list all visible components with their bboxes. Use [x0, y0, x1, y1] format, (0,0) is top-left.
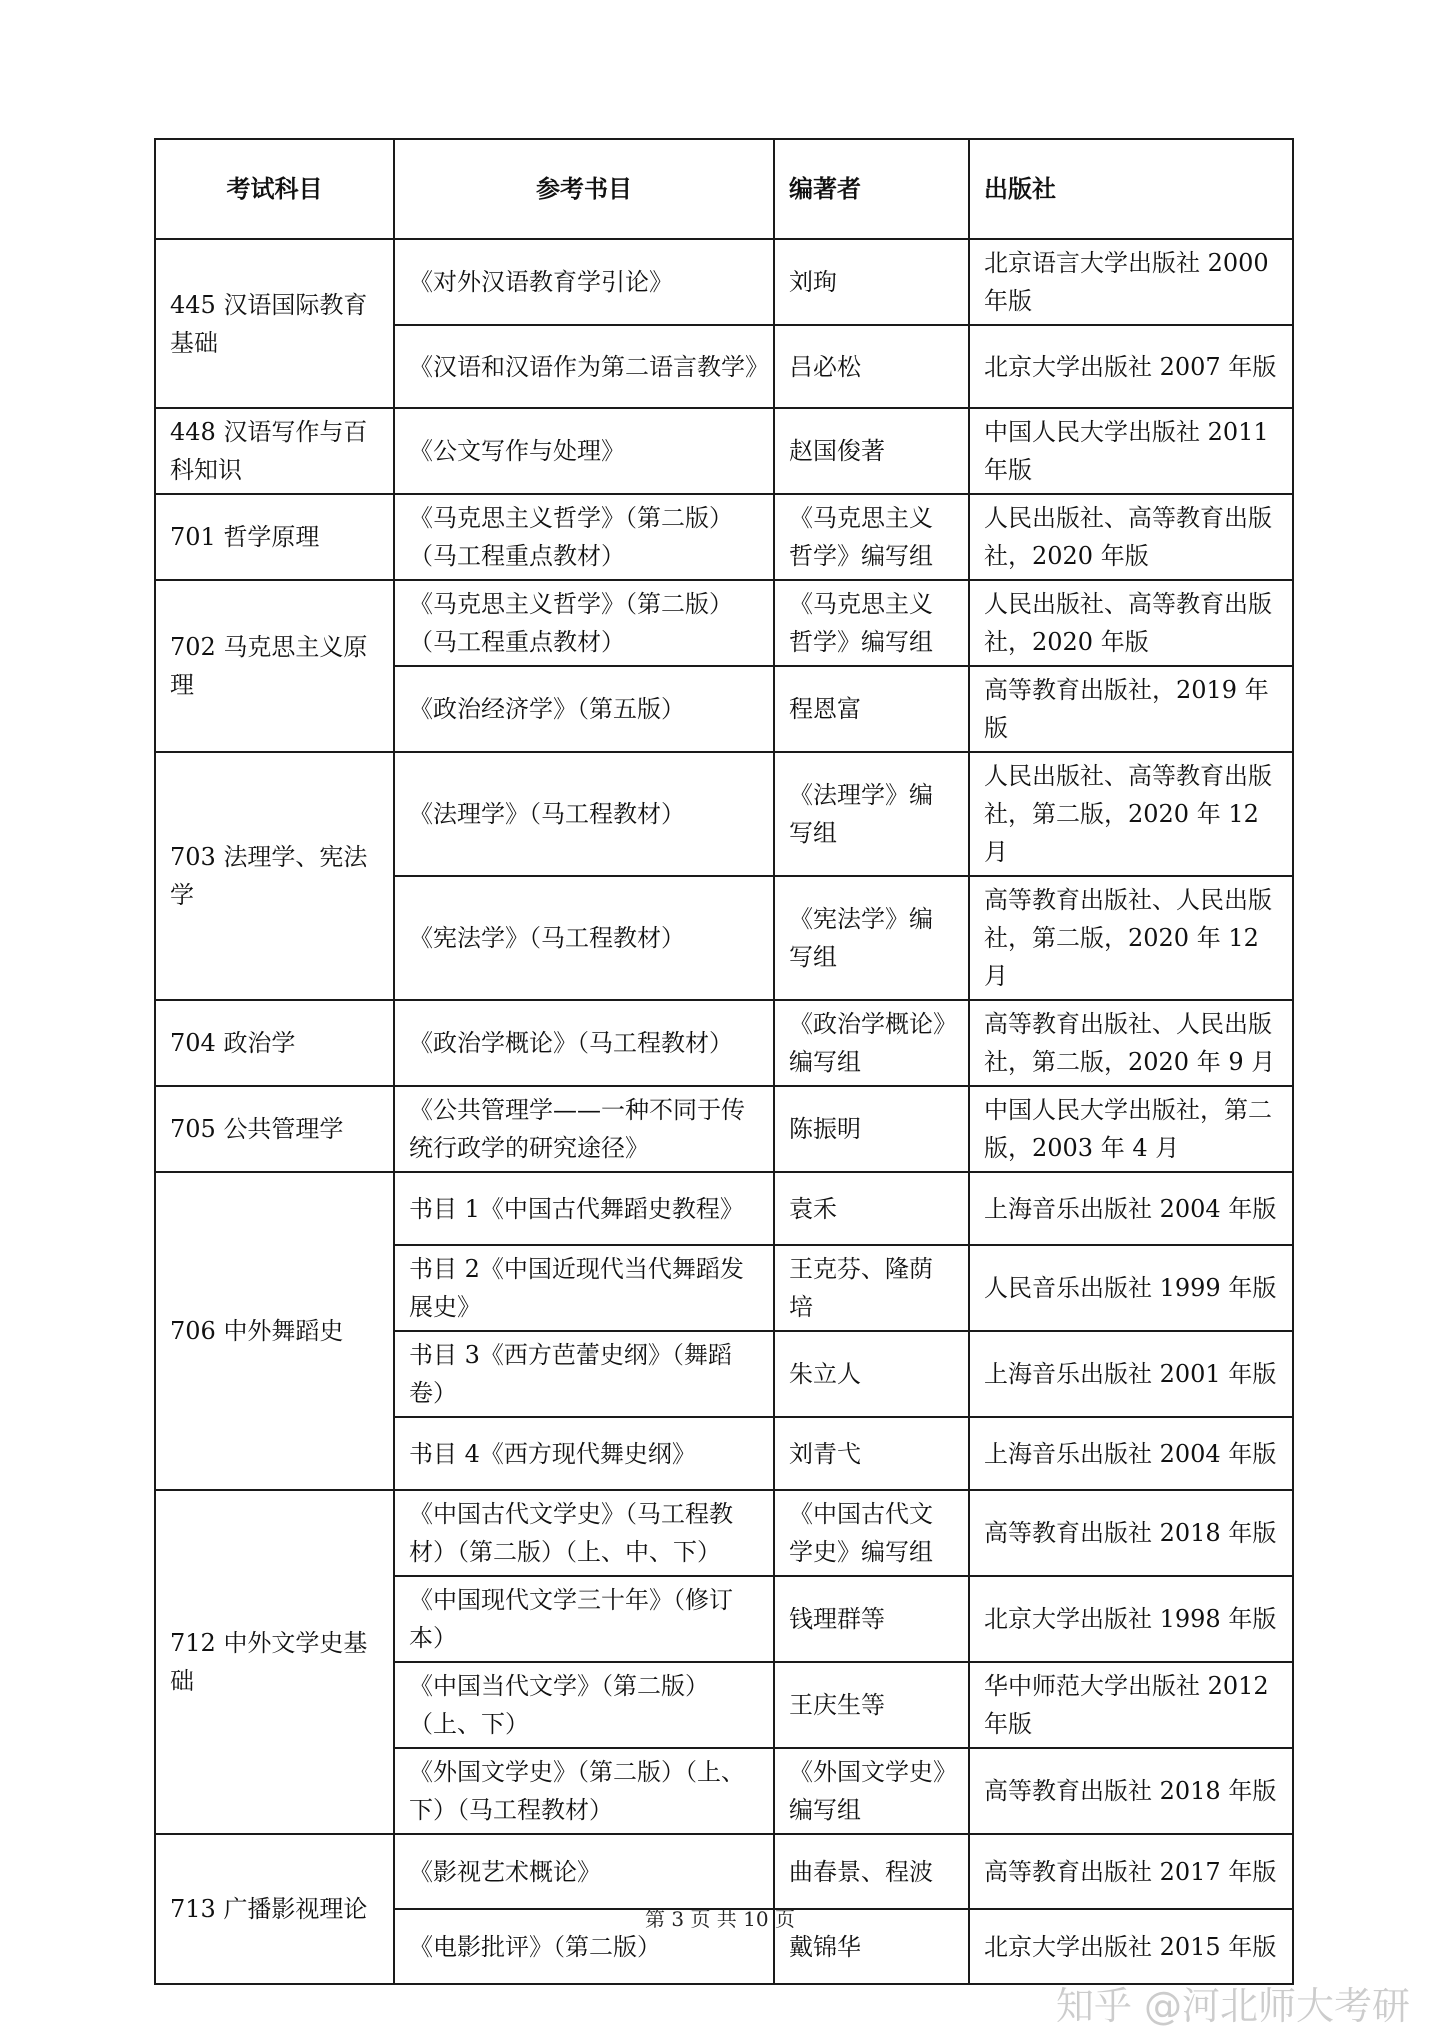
- book-cell: 书目 3《西方芭蕾史纲》（舞蹈卷）: [394, 1331, 774, 1417]
- publisher-cell: 高等教育出版社 2017 年版: [969, 1834, 1293, 1909]
- publisher-cell: 人民出版社、高等教育出版社，第二版，2020 年 12 月: [969, 752, 1293, 876]
- publisher-cell: 高等教育出版社 2018 年版: [969, 1490, 1293, 1576]
- subject-cell: 703 法理学、宪法学: [155, 752, 394, 1000]
- publisher-cell: 中国人民大学出版社，第二版，2003 年 4 月: [969, 1086, 1293, 1172]
- author-cell: 刘珣: [774, 239, 969, 325]
- subject-cell: 712 中外文学史基础: [155, 1490, 394, 1834]
- book-cell: 《对外汉语教育学引论》: [394, 239, 774, 325]
- table-row: [155, 1172, 1293, 1245]
- book-cell: 《外国文学史》（第二版）（上、下）（马工程教材）: [394, 1748, 774, 1834]
- subject-cell: 704 政治学: [155, 1000, 394, 1086]
- author-cell: 袁禾: [774, 1172, 969, 1245]
- book-cell: 《影视艺术概论》: [394, 1834, 774, 1909]
- header-author: 编著者: [774, 139, 969, 239]
- author-cell: 程恩富: [774, 666, 969, 752]
- subject-cell: 701 哲学原理: [155, 494, 394, 580]
- author-cell: 《马克思主义哲学》编写组: [774, 494, 969, 580]
- author-cell: 陈振明: [774, 1086, 969, 1172]
- book-cell: 《中国现代文学三十年》（修订本）: [394, 1576, 774, 1662]
- publisher-cell: 北京大学出版社 2007 年版: [969, 325, 1293, 408]
- author-cell: 赵国俊著: [774, 408, 969, 494]
- subject-cell: 713 广播影视理论: [155, 1834, 394, 1984]
- author-cell: 《政治学概论》编写组: [774, 1000, 969, 1086]
- book-cell: 书目 4《西方现代舞史纲》: [394, 1417, 774, 1490]
- table-row: [155, 752, 1293, 876]
- book-cell: 《马克思主义哲学》（第二版）（马工程重点教材）: [394, 580, 774, 666]
- book-cell: 书目 1《中国古代舞蹈史教程》: [394, 1172, 774, 1245]
- page-number: 第 3 页 共 10 页: [645, 1907, 795, 1931]
- table-row: [155, 239, 1293, 325]
- book-cell: 《马克思主义哲学》（第二版）（马工程重点教材）: [394, 494, 774, 580]
- publisher-cell: 上海音乐出版社 2004 年版: [969, 1417, 1293, 1490]
- table-row: [155, 1000, 1293, 1086]
- reference-books-table: [154, 138, 1294, 1985]
- header-publisher: 出版社: [969, 139, 1293, 239]
- author-cell: 曲春景、程波: [774, 1834, 969, 1909]
- subject-cell: 706 中外舞蹈史: [155, 1172, 394, 1490]
- table-header-row: [155, 139, 1293, 239]
- author-cell: 《宪法学》编写组: [774, 876, 969, 1000]
- book-cell: 《宪法学》（马工程教材）: [394, 876, 774, 1000]
- watermark: 知乎 @河北师大考研: [1055, 1984, 1410, 2028]
- book-cell: 《公共管理学——一种不同于传统行政学的研究途径》: [394, 1086, 774, 1172]
- author-cell: 王庆生等: [774, 1662, 969, 1748]
- table-row: [155, 1490, 1293, 1576]
- table-row: [155, 1834, 1293, 1909]
- header-subject: 考试科目: [155, 139, 394, 239]
- book-cell: 《公文写作与处理》: [394, 408, 774, 494]
- header-book: 参考书目: [394, 139, 774, 239]
- author-cell: 《中国古代文学史》编写组: [774, 1490, 969, 1576]
- author-cell: 钱理群等: [774, 1576, 969, 1662]
- author-cell: 朱立人: [774, 1331, 969, 1417]
- book-cell: 《中国当代文学》（第二版）（上、下）: [394, 1662, 774, 1748]
- table-row: [155, 1086, 1293, 1172]
- publisher-cell: 中国人民大学出版社 2011 年版: [969, 408, 1293, 494]
- publisher-cell: 高等教育出版社、人民出版社，第二版，2020 年 12 月: [969, 876, 1293, 1000]
- table-row: [155, 580, 1293, 666]
- publisher-cell: 北京大学出版社 2015 年版: [969, 1909, 1293, 1984]
- publisher-cell: 高等教育出版社、人民出版社，第二版，2020 年 9 月: [969, 1000, 1293, 1086]
- book-cell: 《政治经济学》（第五版）: [394, 666, 774, 752]
- subject-cell: 448 汉语写作与百科知识: [155, 408, 394, 494]
- book-cell: 《汉语和汉语作为第二语言教学》: [394, 325, 774, 408]
- publisher-cell: 上海音乐出版社 2004 年版: [969, 1172, 1293, 1245]
- book-cell: 《中国古代文学史》（马工程教材）（第二版）（上、中、下）: [394, 1490, 774, 1576]
- publisher-cell: 人民音乐出版社 1999 年版: [969, 1245, 1293, 1331]
- publisher-cell: 北京大学出版社 1998 年版: [969, 1576, 1293, 1662]
- book-cell: 《政治学概论》（马工程教材）: [394, 1000, 774, 1086]
- book-cell: 书目 2《中国近现代当代舞蹈发展史》: [394, 1245, 774, 1331]
- table-row: [155, 494, 1293, 580]
- publisher-cell: 高等教育出版社 2018 年版: [969, 1748, 1293, 1834]
- publisher-cell: 上海音乐出版社 2001 年版: [969, 1331, 1293, 1417]
- publisher-cell: 人民出版社、高等教育出版社，2020 年版: [969, 494, 1293, 580]
- subject-cell: 445 汉语国际教育基础: [155, 239, 394, 408]
- author-cell: 《外国文学史》编写组: [774, 1748, 969, 1834]
- author-cell: 《法理学》编写组: [774, 752, 969, 876]
- subject-cell: 702 马克思主义原理: [155, 580, 394, 752]
- table-body: [155, 239, 1293, 1984]
- publisher-cell: 人民出版社、高等教育出版社，2020 年版: [969, 580, 1293, 666]
- publisher-cell: 高等教育出版社，2019 年版: [969, 666, 1293, 752]
- author-cell: 刘青弋: [774, 1417, 969, 1490]
- author-cell: 吕必松: [774, 325, 969, 408]
- author-cell: 戴锦华: [774, 1909, 969, 1984]
- book-cell: 《法理学》（马工程教材）: [394, 752, 774, 876]
- table-row: [155, 408, 1293, 494]
- publisher-cell: 华中师范大学出版社 2012 年版: [969, 1662, 1293, 1748]
- publisher-cell: 北京语言大学出版社 2000 年版: [969, 239, 1293, 325]
- author-cell: 《马克思主义哲学》编写组: [774, 580, 969, 666]
- book-cell: 《电影批评》（第二版）: [394, 1909, 774, 1984]
- author-cell: 王克芬、隆荫培: [774, 1245, 969, 1331]
- subject-cell: 705 公共管理学: [155, 1086, 394, 1172]
